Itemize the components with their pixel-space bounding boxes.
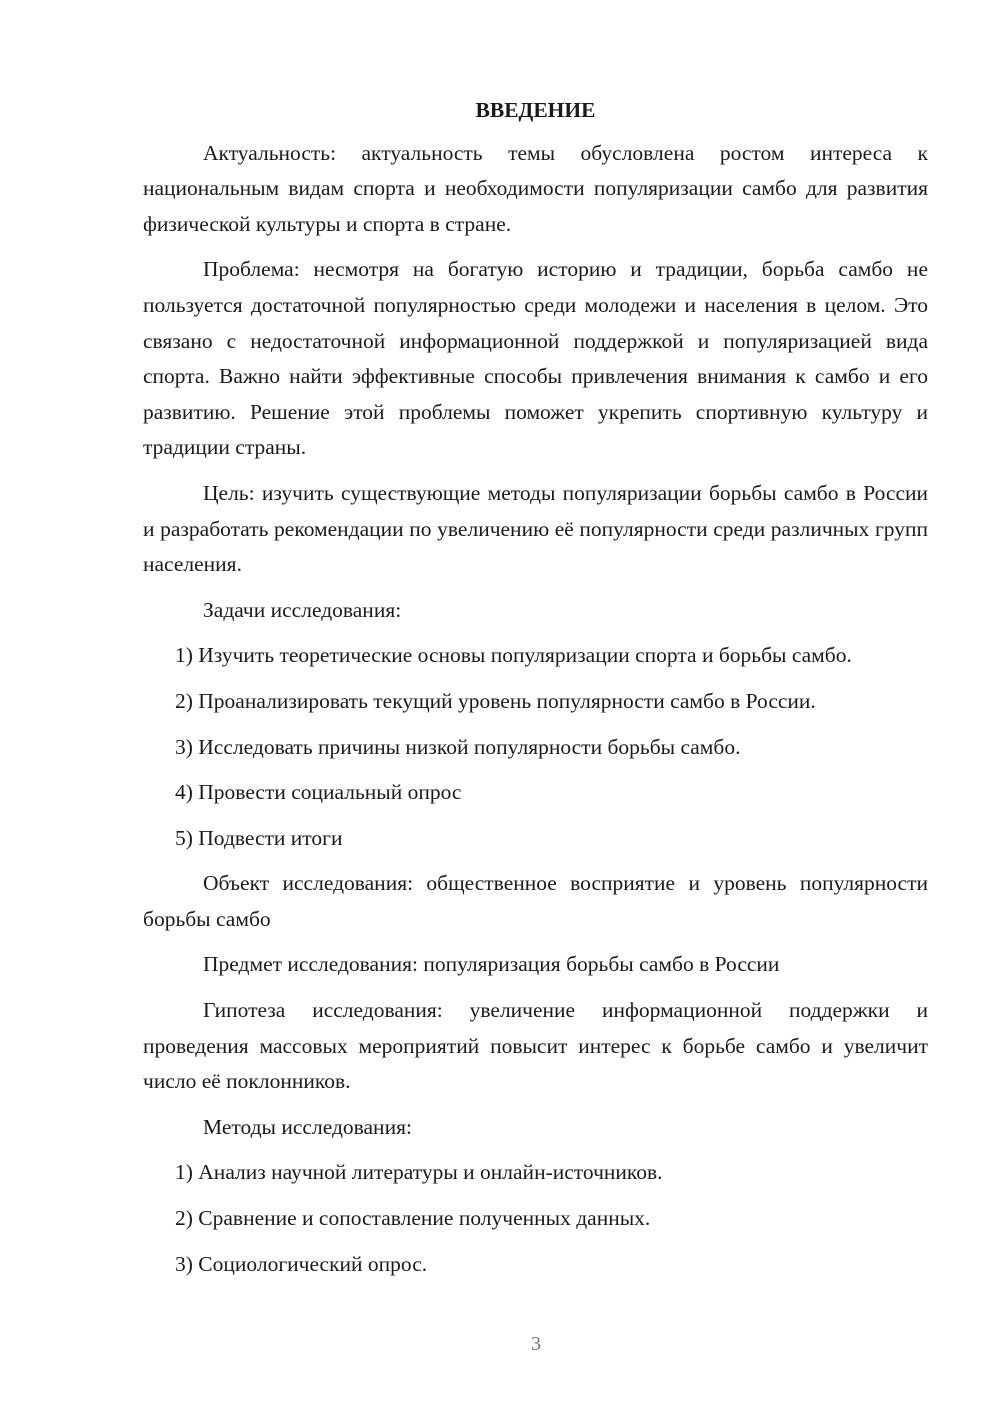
method-item: 3) Социологический опрос. <box>175 1251 428 1276</box>
hypothesis-paragraph: Гипотеза исследования: увеличение информационной поддержки и проведения массовых мероприятий повысит интерес к борьбе самбо и увеличит число её поклонников. <box>143 998 928 1094</box>
methods-heading: Методы исследования: <box>203 1114 412 1139</box>
method-item: 2) Сравнение и сопоставление полученных данных. <box>175 1206 651 1231</box>
task-item: 2) Проанализировать текущий уровень популярности самбо в России. <box>175 688 816 713</box>
method-item: 1) Анализ научной литературы и онлайн-источников. <box>175 1160 663 1185</box>
relevance-paragraph: Актуальность: актуальность темы обусловлена ростом интереса к национальным видам спорта и необходимости популяризации самбо для развития физической культуры и спорта в стране. <box>143 140 928 236</box>
tasks-heading: Задачи исследования: <box>203 597 402 622</box>
task-item: 4) Провести социальный опрос <box>175 780 462 805</box>
task-item: 3) Исследовать причины низкой популярности борьбы самбо. <box>175 734 741 759</box>
section-heading: ВВЕДЕНИЕ <box>475 98 596 122</box>
subject-paragraph: Предмет исследования: популяризация борьбы самбо в России <box>203 952 780 977</box>
goal-paragraph: Цель: изучить существующие методы популяризации борьбы самбо в России и разработать рекомендации по увеличению её популярности среди различных групп населения. <box>143 480 928 577</box>
task-item: 5) Подвести итоги <box>175 825 343 850</box>
problem-paragraph: Проблема: несмотря на богатую историю и традиции, борьба самбо не пользуется достаточной популярностью среди молодежи и населения в целом. Это связано с недостаточной информационной поддержкой и популяризацией вида спорта. Важно найти эффективные способы привлечения внимания к самбо и его развитию. Решение этой проблемы поможет укрепить спортивную культуру и традиции страны. <box>143 257 928 460</box>
page-number: 3 <box>531 1333 541 1355</box>
task-item: 1) Изучить теоретические основы популяризации спорта и борьбы самбо. <box>175 643 852 668</box>
page-content <box>143 93 928 1292</box>
object-paragraph: Объект исследования: общественное восприятие и уровень популярности борьбы самбо <box>143 871 928 931</box>
